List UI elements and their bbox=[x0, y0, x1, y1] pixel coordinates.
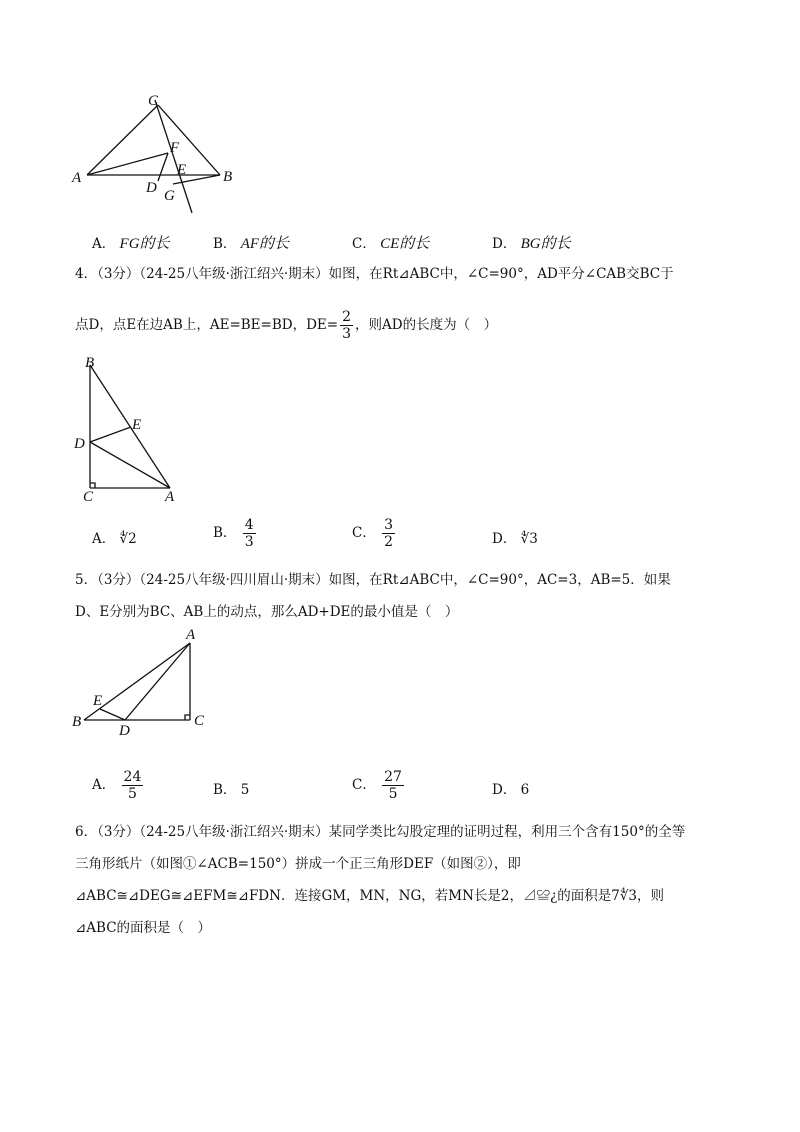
q5-option-d[interactable]: D． 6 bbox=[492, 782, 530, 798]
q4-option-b[interactable]: B． $\frac{4}{3}$ bbox=[213, 517, 254, 550]
q3-option-b[interactable]: B． AF的长 bbox=[213, 236, 290, 252]
label-E: E bbox=[93, 693, 103, 709]
label-G: G bbox=[164, 188, 175, 204]
label-B: B bbox=[72, 714, 82, 730]
q6-stem-line1: 6．（3分）（24-25八年级·浙江绍兴·期末）某同学类比勾股定理的证明过程，利用三个含有150°的全等 bbox=[75, 824, 686, 840]
label-D: D bbox=[74, 436, 85, 452]
label-A: A bbox=[186, 627, 196, 643]
label-B: B bbox=[85, 355, 95, 371]
figure-q5 bbox=[70, 625, 220, 740]
figure-q3 bbox=[60, 85, 260, 215]
q4-de-fraction: $\frac{2}{3}$ bbox=[342, 309, 352, 342]
label-C: C bbox=[148, 93, 159, 109]
q5-option-c[interactable]: C． $\frac{27}{5}$ bbox=[352, 769, 402, 802]
q4-option-a[interactable]: A． ∜2 bbox=[92, 531, 137, 547]
q5-stem-line1: 5．（3分）（24-25八年级·四川眉山·期末）如图，在Rt⊿ABC中，∠C=90°，AC=3，AB=5．如果 bbox=[75, 572, 671, 588]
q6-stem-line4: ⊿ABC的面积是（ ） bbox=[75, 920, 212, 936]
q3-option-c[interactable]: C． CE的长 bbox=[352, 236, 430, 252]
label-E: E bbox=[177, 162, 187, 178]
label-A: A bbox=[165, 489, 175, 505]
figure-q4 bbox=[70, 355, 190, 505]
q5-option-b[interactable]: B． 5 bbox=[213, 782, 250, 798]
label-A: A bbox=[72, 170, 82, 186]
label-D: D bbox=[146, 180, 157, 196]
label-F: F bbox=[170, 140, 180, 156]
q3-option-d[interactable]: D． BG的长 bbox=[492, 236, 571, 252]
q4-option-c[interactable]: C． $\frac{3}{2}$ bbox=[352, 517, 394, 550]
q5-stem-line2: D、E分别为BC、AB上的动点，那么AD+DE的最小值是（ ） bbox=[75, 604, 459, 620]
q6-stem-line2: 三角形纸片（如图①∠ACB=150°）拼成一个正三角形DEF（如图②），即 bbox=[75, 856, 521, 872]
label-C: C bbox=[83, 489, 94, 505]
q4-stem-line1: 4．（3分）（24-25八年级·浙江绍兴·期末）如图，在Rt⊿ABC中，∠C=90°，AD平分∠CAB交BC于 bbox=[75, 266, 674, 282]
label-C: C bbox=[194, 713, 205, 729]
label-D: D bbox=[119, 723, 130, 739]
q5-option-a[interactable]: A． $\frac{24}{5}$ bbox=[92, 769, 142, 802]
q4-stem-line2: 点D，点E在边AB上，AE=BE=BD，DE= $\frac{2}{3}$ ，则AD的长度为（ ） bbox=[75, 309, 498, 342]
q4-option-d[interactable]: D． ∜3 bbox=[492, 531, 538, 547]
q3-option-a[interactable]: A． FG的长 bbox=[92, 236, 170, 252]
label-E: E bbox=[132, 417, 142, 433]
q6-stem-line3: ⊿ABC≅⊿DEG≅⊿EFM≅⊿FDN．连接GM，MN，NG，若MN长是2，⊿≌¿的面积是7∜3，则 bbox=[75, 888, 665, 904]
label-B: B bbox=[223, 169, 233, 185]
